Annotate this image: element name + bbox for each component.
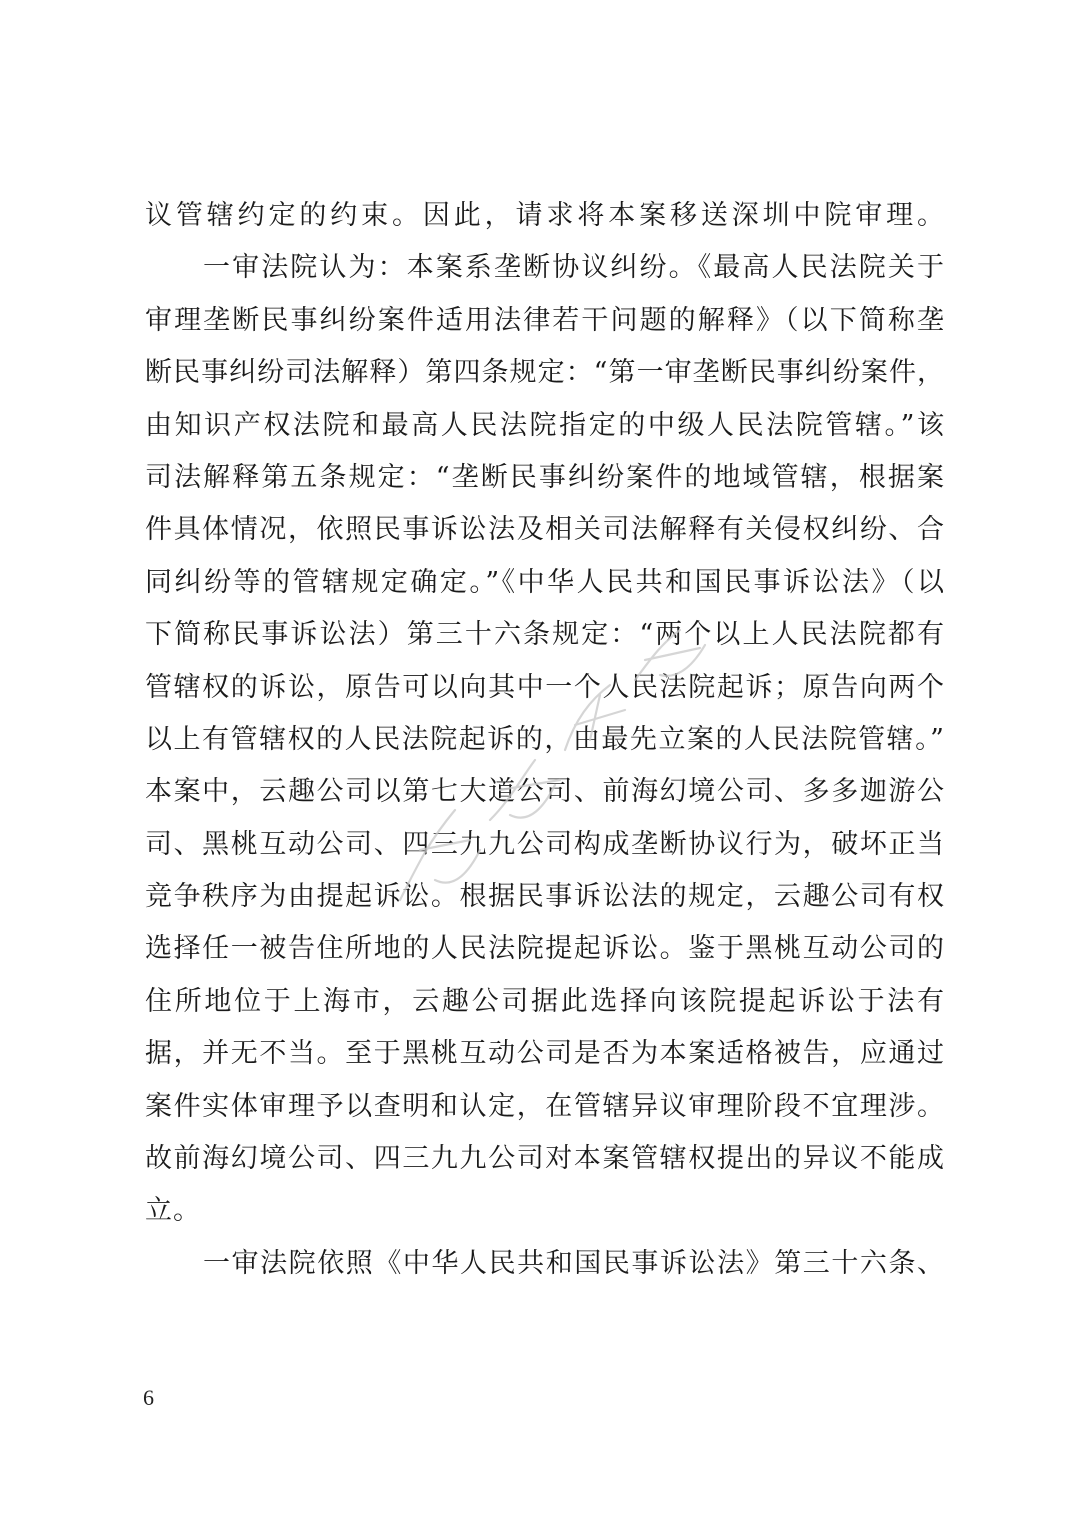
text-line: 住所地位于上海市，云趣公司据此选择向该院提起诉讼于法有 <box>145 985 945 1017</box>
text-line: 选择任一被告住所地的人民法院提起诉讼。鉴于黑桃互动公司的 <box>145 933 945 965</box>
text-line: 下简称民事诉讼法）第三十六条规定：“两个以上人民法院都有 <box>145 619 945 651</box>
text-line: 立。 <box>145 1195 201 1227</box>
text-line: 同纠纷等的管辖规定确定。”《中华人民共和国民事诉讼法》（以 <box>145 566 945 598</box>
text-line: 竞争秩序为由提起诉讼。根据民事诉讼法的规定，云趣公司有权 <box>145 881 945 913</box>
document-body <box>145 190 945 1290</box>
text-line: 议管辖约定的约束。因此，请求将本案移送深圳中院审理。 <box>145 200 945 231</box>
text-line: 由知识产权法院和最高人民法院指定的中级人民法院管辖。”该 <box>145 409 945 441</box>
text-line: 管辖权的诉讼，原告可以向其中一个人民法院起诉；原告向两个 <box>145 671 945 703</box>
text-line: 据，并无不当。至于黑桃互动公司是否为本案适格被告，应通过 <box>145 1038 945 1070</box>
text-line: 司、黑桃互动公司、四三九九公司构成垄断协议行为，破坏正当 <box>145 828 945 860</box>
text-line: 一审法院依照《中华人民共和国民事诉讼法》第三十六条、 <box>203 1247 945 1279</box>
text-line: 案件实体审理予以查明和认定，在管辖异议审理阶段不宜理涉。 <box>145 1090 945 1122</box>
text-line: 故前海幻境公司、四三九九公司对本案管辖权提出的异议不能成 <box>145 1143 945 1175</box>
text-line: 审理垄断民事纠纷案件适用法律若干问题的解释》（以下简称垄 <box>145 304 945 336</box>
text-line: 司法解释第五条规定：“垄断民事纠纷案件的地域管辖，根据案 <box>145 461 945 493</box>
text-line: 以上有管辖权的人民法院起诉的，由最先立案的人民法院管辖。” <box>145 723 945 755</box>
text-line: 一审法院认为：本案系垄断协议纠纷。《最高人民法院关于 <box>203 252 945 284</box>
text-line: 断民事纠纷司法解释）第四条规定：“第一审垄断民事纠纷案件， <box>145 357 945 389</box>
text-line: 件具体情况，依照民事诉讼法及相关司法解释有关侵权纠纷、合 <box>145 514 945 546</box>
page-number: 6 <box>143 1385 154 1410</box>
text-line: 本案中，云趣公司以第七大道公司、前海幻境公司、多多迦游公 <box>145 776 945 808</box>
